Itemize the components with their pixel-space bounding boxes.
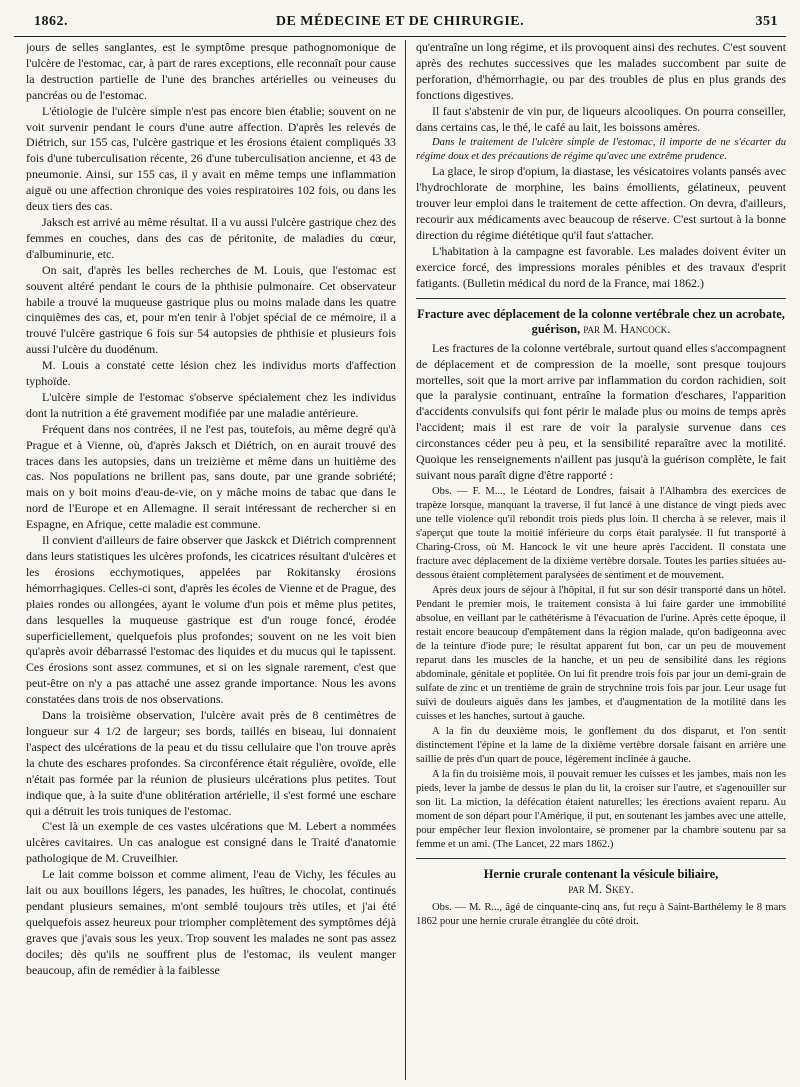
section-rule [416,858,786,859]
observation-paragraph: Obs. — M. R..., âgé de cinquante-cinq ans, fut reçu à Saint-Barthélemy le 8 mars 1862 pour une hernie crurale étranglée du côté droit. [416,901,786,927]
journal-page [14,8,786,1080]
paragraph: Jaksch est arrivé au même résultat. Il a vu aussi l'ulcère gastrique chez des femmes en couches, dans des cas de péritonite, de maladies du cœur, d'albuminurie, etc. [26,214,396,261]
paragraph: Fréquent dans nos contrées, il ne l'est pas, toutefois, au même degré qu'à Prague et à Vienne, où, d'après Jaksch et Diétrich, on en aurait trouvé des traces dans les autopsies, dans un treizième et même dans un huitième des cas. Nos populations ne brillent pas, sans doute, par une grande sobriété; mais on y boit moins d'eau-de-vie, on y mâche moins de tabac que dans le nord de l'Europe et en Allemagne. Il serait intéressant de rechercher si en Espagne, en Afrique, cette maladie est commune. [26,421,396,532]
header-title: DE MÉDECINE ET DE CHIRURGIE. [275,14,525,29]
paragraph: Les fractures de la colonne vertébrale, surtout quand elles s'accompagnent de déplacement et de compression de la moelle, sont presque toujours mortelles, soit que la mort arrive par inflammation du cordon rachidien, soit que la paralysie continuant, entraîne la formation d'eschares, l'apparition d'accidents convulsifs qui font périr le malade plus ou moins de temps après l'accident; mais il est rare de voir la paralysie survenue dans ces circonstances céder peu à peu, et la sensibilité reparaître avec la motilité. Quoique les renseignements n'aillent pas jusqu'à la guérison complète, le fait suivant nous paraît digne d'être rapporté : [416,340,786,482]
paragraph: L'étiologie de l'ulcère simple n'est pas encore bien établie; souvent on ne voit survenir pendant le cours d'une autre affection. D'après les relevés de Diétrich, sur 155 cas, l'ulcère gastrique et les érosions étaient compliqués 33 fois d'une tuberculisation récente, 26 d'une tuberculisation ancienne, et 43 de pneumonie. Ainsi, sur 155 cas, il y avait en même temps une inflammation aiguë ou une affection chronique des voies respiratoires 102 fois, ou dans les deux tiers des cas. [26,103,396,214]
paragraph: On sait, d'après les belles recherches de M. Louis, que l'estomac est souvent altéré pendant le cours de la phthisie pulmonaire. Cet observateur habile a trouvé la muqueuse gastrique plus ou moins malade dans les quatre cinquièmes des cas, et, pour m'en tenir à l'objet spécial de ce mémoire, il a trouvé l'ulcère gastrique 6 fois sur 54 autopsies de phthisie et plusieurs fois aussi l'ulcère du duodénum. [26,262,396,357]
article-title [416,867,786,897]
paragraph: qu'entraîne un long régime, et ils provoquent ainsi des rechutes. C'est souvent après des rechutes successives que les malades succombent par suite de perforation, d'hémorrhagie, ou par des troubles de plus en plus grands des fonctions digestives. [416,40,786,102]
observation-paragraph: Obs. — F. M..., le Léotard de Londres, faisait à l'Alhambra des exercices de trapèze lorsque, manquant la traverse, il fut lancé à une distance de vingt pieds avec une telle violence qu'il rebondit trois pieds plus loin. Il chercha à se relever, mais il s'aperçut que toute la moitié inférieure du corps était paralysée. Il fut transporté à Charing-Cross, où M. Hancock le vit une heure après l'accident. Il constata une fracture avec déplacement de la dixième vertèbre dorsale. Toutes les parties situées au-dessous étaient complètement paralysées de sentiment et de mouvement. [416,485,786,581]
paragraph: Le lait comme boisson et comme aliment, l'eau de Vichy, les fécules au lait ou aux bouillons légers, les panades, les huîtres, le chocolat, continués pendant plusieurs semaines, m'ont semblé toujours très utiles, et j'ai été quelquefois assez heureux pour triompher complètement des symptômes déjà graves que j'avais sous les yeux. Trop souvent les malades ne sont pas assez dociles; dès qu'ils ne souffrent plus de l'estomac, ils veulent manger beaucoup, afin de remédier à la faiblesse [26,867,396,977]
page-number: 351 [755,14,778,29]
article-author: par M. Hancock. [583,321,671,336]
running-header [14,8,786,37]
paragraph-italic: Dans le traitement de l'ulcère simple de l'estomac, il importe de ne s'écarter du régime doux et des précautions de régime qu'avec une extrême prudence. [416,137,786,163]
paragraph: L'ulcère simple de l'estomac s'observe spécialement chez les individus dont la nutrition a été gravement modifiée par une maladie antérieure. [26,389,396,420]
paragraph: Dans la troisième observation, l'ulcère avait près de 8 centimètres de longueur sur 4 1/2 de largeur; ses bords, taillés en biseau, lui donnaient l'aspect des ulcérations de la peau et du tissu cellulaire que l'on trouve après la chute des eschares profondes. Sa circonférence était régulière, ovoïde, elle n'était pas formée par la réunion de plusieurs ulcérations plus petites. Tout indique que, à la suite d'une oblitération artérielle, il s'est formé une eschare qui a détruit les trois tuniques de l'estomac. [26,708,396,818]
observation-paragraph: A la fin du troisième mois, il pouvait remuer les cuisses et les jambes, mais non les pieds, lever la jambe de dessus le plan du lit, la croiser sur l'autre, et s'agenouiller sur son lit. La miction, la défécation étaient naturelles; les érections avaient reparu. Au moment de son départ pour l'Amérique, il put, en soutenant les jambes avec une attelle, pour empêcher leur flexion involontaire, se promener par la chambre soutenu par sa femme et un ami. (The Lancet, 22 mars 1862.) [416,768,786,850]
observation-paragraph: Après deux jours de séjour à l'hôpital, il fut sur son désir transporté dans un hôtel. Pendant le premier mois, le traitement consista à lui faire garder une immobilité absolue, en veillant par le cathétérisme à l'évacuation de l'urine. Après cette époque, il restait encore beaucoup d'empâtement dans la région malade, qu'on badigeonna avec de la teinture d'iode pure; le résultat apparent fut bon, car un peu de mouvement reparut dans les muscles de la hanche, et un peu de sensibilité dans les régions abdominale, génitale et poplitée. On lui fit prendre trois fois par jour un demi-grain de sulfate de zinc et un trentième de grain de strychnine trois fois par jour. Leur usage fut suivi de douleurs aiguës dans les jambes, et d'augmentation de la motilité dans les cuisses et les hanches, surtout à gauche. [416,584,786,722]
section-rule [416,298,786,299]
paragraph: C'est là un exemple de ces vastes ulcérations que M. Lebert a nommées ulcères cavitaires. Un cas analogue est consigné dans le Traité d'anatomie pathologique de M. Cruveilhier. [26,819,396,866]
header-year: 1862. [34,14,68,29]
right-column [416,40,786,1080]
article-author: par M. Skey. [568,881,634,896]
paragraph: jours de selles sanglantes, est le symptôme presque pathognomonique de l'ulcère de l'estomac, car, à part de rares exceptions, elle reconnaît pour cause la destruction partielle de l'une des branches artérielles ou veineuses du pancréas ou de l'estomac. [26,40,396,102]
article-title-text: Fracture avec déplacement de la colonne vertébrale chez un acrobate, guérison, [417,306,785,336]
observation-paragraph: A la fin du deuxième mois, le gonflement du dos disparut, et l'on sentit distinctement l'épine et la lame de la dixième vertèbre dorsale faisant en arrière une saillie de près d'un quart de pouce, légèrement inclinée à gauche. [416,725,786,765]
paragraph: Il convient d'ailleurs de faire observer que Jaskck et Diétrich comprennent dans leurs statistiques les ulcères profonds, les cicatrices résultant d'ulcères et les érosions ecchymotiques, appelées par Rokitansky érosions hémorrhagiques. Celles-ci sont, d'après les écoles de Vienne et de Prague, des plaies rondes ou allongées, ayant le volume d'un pois et même plus petites, dans lesquelles la muqueuse gastrique est d'un rouge foncé, érodée superficiellement, quelquefois plus profondes; souvent on ne les voit bien qu'après avoir débarrassé l'estomac des liquides et du mucus qui le tapissent. Ces érosions sont assez communes, et si on les signale rarement, c'est que peut-être on n'y a pas attaché une assez grande importance. Nous les avons constatées dans trois de nos observations. [26,533,396,707]
paragraph: Il faut s'abstenir de vin pur, de liqueurs alcooliques. On pourra conseiller, dans certains cas, le thé, le café au lait, les boissons amères. [416,103,786,134]
paragraph: M. Louis a constaté cette lésion chez les individus morts d'affection typhoïde. [26,358,396,389]
article-title-text: Hernie crurale contenant la vésicule biliaire, [483,866,719,881]
left-column [26,40,396,1080]
paragraph: L'habitation à la campagne est favorable. Les malades doivent éviter un exercice forcé, des impressions morales pénibles et des travaux d'esprit fatigants. (Bulletin médical du nord de la France, mai 1862.) [416,243,786,290]
paragraph: La glace, le sirop d'opium, la diastase, les vésicatoires volants pansés avec l'hydrochlorate de morphine, les bains émollients, gélatineux, peuvent trouver leur emploi dans le traitement de cette affection. On devra, d'ailleurs, recourir aux médicaments avec beaucoup de réserve. C'est surtout à la bonne direction du régime diététique qu'il faut s'attacher. [416,164,786,243]
article-title [416,307,786,337]
